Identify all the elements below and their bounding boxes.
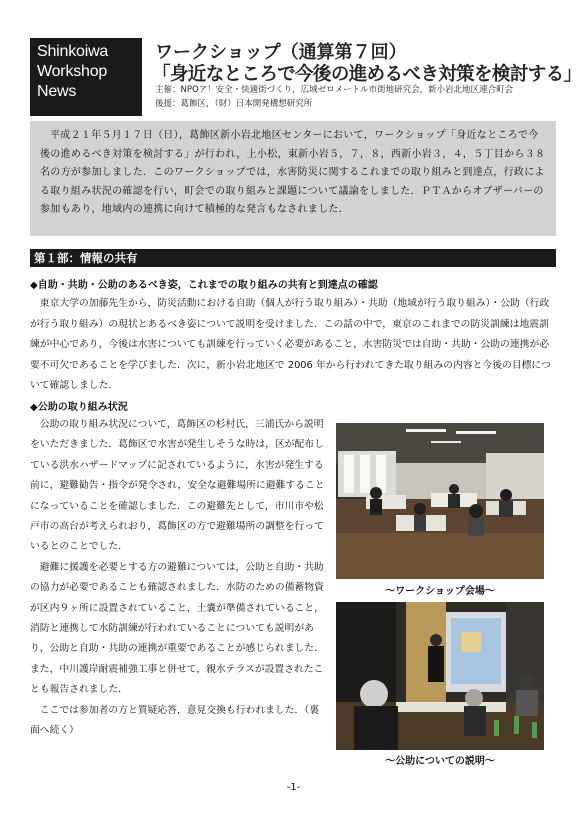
body-block-1: [30, 294, 556, 397]
logo-line-3: News: [37, 83, 77, 100]
body-paragraph: 東京大学の加藤先生から，防災活動における自助（個人が行う取り組み）・共助（地域が行う取り組み）・公助（行政が行う取り組み）の現状とあるべき姿について説明を受けました．この話の中で，東京のこれまでの防災訓練は地震訓練が中心であり，今後は水害についても訓練を行っていく必要があること，水害防災では自助・共助・公助の連携が必要不可欠であることを学びました．次に，新小岩北地区で 2006 年から行われてきた取り組みの内容と今後の目標について確認しました．: [30, 298, 551, 391]
body-paragraph: 公助の取り組み状況について，葛飾区の杉村氏，三浦氏から説明をいただきました．葛飾区で水害が発生しそうな時は，区が配布している洪水ハザードマップに記されているように，水害が発生する前に，避難勧告・指令が発令され，安全な避難場所に避難することになっていることを確認しました．この避難先として，市川市や松戸市の高台が考えられおり，葛飾区の方で避難場所の調整を行っているとのことでした．: [30, 419, 325, 553]
subheading-self-mutual-public-help: ◆自助・共助・公助のあるべき姿，これまでの取り組みの共有と到達点の確認: [30, 280, 378, 291]
body-paragraph: 避難に援護を必要とする方の避難については，公助と自助・共助の協力が必要であることも確認されました．水防のための備蓄物資が区内９ヶ所に設置されていること，土嚢が準備されていること，消防と連携して水防訓練が行われていることについても説明があり，公助と自助・共助の連携が重要であることが感じられました．また，中川護岸耐震補強工事と併せて，親水テラスが設置されたことも報告されました．: [30, 561, 324, 696]
organizer-text: 主催：NPOア！安全・快適街づくり，広域ゼロメートル市街地研究会，新小岩北地区連合町会: [155, 85, 514, 95]
explanation-photo-caption: ～公助についての説明～: [385, 756, 495, 767]
logo-line-2: Workshop: [37, 63, 108, 80]
intro-paragraph: 平成２１年５月１７日（日），葛飾区新小岩北地区センターにおいて，ワークショップ「身近なところで今後の進めるべき対策を検討する」が行われ，上小松，東新小岩５，７，８，西新小岩３，４，５丁目から３８名の方が参加しました．このワークショップでは，水害防災に関するこれまでの取り組みと到達点，行政による取り組み状況の確認を行い，町会での取り組みと課題について議論をしました．ＰＴＡからオブザーバーの参加もあり，地域内の連携に向けて積極的な発言もなされました．: [40, 130, 546, 215]
public-help-explanation-photo: [336, 602, 544, 750]
page-number: -1-: [286, 782, 301, 793]
body-paragraph: ここでは参加者の方と質疑応答，意見交換も行われました．（裏面へ続く）: [30, 704, 320, 737]
venue-photo-caption: ～ワークショップ会場～: [385, 586, 495, 597]
subheading-public-help-status: ◆公助の取り組み状況: [30, 402, 128, 413]
section-heading: 第１部：情報の共有: [30, 249, 556, 267]
newsletter-logo: [30, 38, 142, 116]
sponsor-text: 後援：葛飾区，（財）日本開発構想研究所: [155, 99, 313, 109]
logo-line-1: Shinkoiwa: [37, 43, 109, 60]
workshop-venue-photo: [336, 423, 544, 579]
intro-box: [30, 121, 556, 236]
workshop-theme: 「身近なところで今後の進めるべき対策を検討する」: [152, 64, 582, 85]
body-block-2: [30, 415, 328, 742]
workshop-title: ワークショップ（通算第７回）: [155, 42, 407, 63]
